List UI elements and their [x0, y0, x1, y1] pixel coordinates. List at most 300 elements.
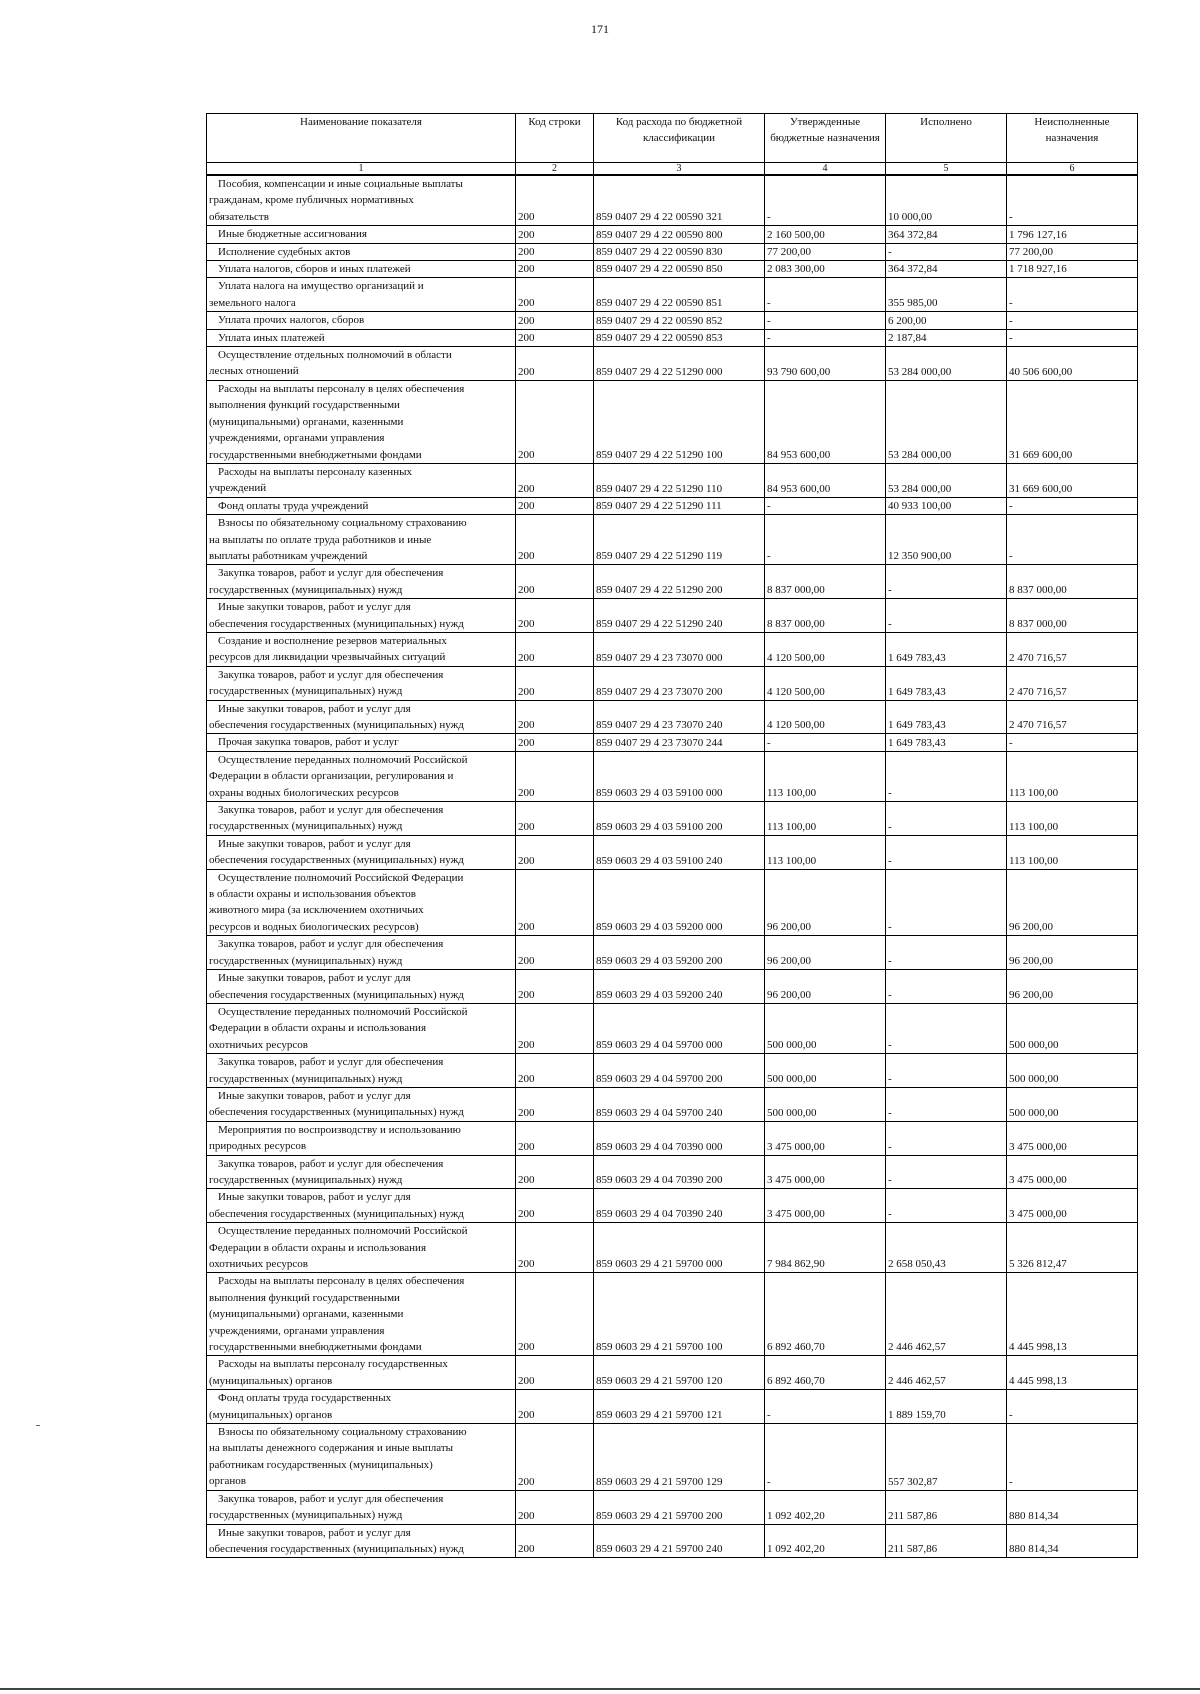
indicator-name [207, 869, 516, 936]
indicator-name-line: государственных (муниципальных) нужд [209, 1509, 403, 1522]
unexecuted-amount: 40 506 600,00 [1007, 347, 1138, 381]
indicator-name-line: охотничьих ресурсов [209, 1038, 308, 1051]
column-number: 5 [886, 163, 1007, 176]
table-row [207, 380, 1138, 463]
expense-code: 859 0407 29 4 22 00590 830 [594, 243, 765, 260]
expense-code: 859 0407 29 4 22 00590 853 [594, 329, 765, 346]
approved-amount: - [765, 734, 886, 751]
expense-code: 859 0603 29 4 21 59700 000 [594, 1223, 765, 1273]
indicator-name-line: Федерации в области охраны и использования [209, 1241, 426, 1254]
line-code: 200 [516, 243, 594, 260]
unexecuted-amount: 3 475 000,00 [1007, 1155, 1138, 1189]
table-row [207, 1087, 1138, 1121]
unexecuted-amount: - [1007, 312, 1138, 329]
unexecuted-amount: 2 470 716,57 [1007, 632, 1138, 666]
indicator-name-line: Уплата иных платежей [218, 331, 325, 344]
table-row [207, 497, 1138, 514]
table-row [207, 243, 1138, 260]
indicator-name-line: ресурсов и водных биологических ресурсов) [209, 920, 419, 933]
approved-amount: 113 100,00 [765, 751, 886, 801]
expense-code: 859 0407 29 4 23 73070 244 [594, 734, 765, 751]
indicator-name-line: Осуществление переданных полномочий Российской [218, 1225, 468, 1238]
expense-code: 859 0603 29 4 04 70390 240 [594, 1189, 765, 1223]
indicator-name [207, 347, 516, 381]
table-row [207, 734, 1138, 751]
expense-code: 859 0407 29 4 22 00590 800 [594, 226, 765, 243]
indicator-name [207, 970, 516, 1004]
indicator-name-line: учреждений [209, 482, 267, 495]
indicator-name [207, 751, 516, 801]
indicator-name-line: Осуществление полномочий Российской Федерации [218, 871, 464, 884]
indicator-name-line: (муниципальными) органами, казенными [209, 1308, 404, 1321]
indicator-name-line: Закупка товаров, работ и услуг для обеспечения [218, 1056, 444, 1069]
table-row [207, 802, 1138, 836]
indicator-name-line: органов [209, 1475, 246, 1488]
executed-amount: 557 302,87 [886, 1424, 1007, 1491]
indicator-name [207, 261, 516, 278]
unexecuted-amount: 4 445 998,13 [1007, 1273, 1138, 1356]
line-code: 200 [516, 226, 594, 243]
indicator-name [207, 1390, 516, 1424]
indicator-name [207, 1490, 516, 1524]
line-code: 200 [516, 1273, 594, 1356]
approved-amount: 500 000,00 [765, 1054, 886, 1088]
unexecuted-amount: 31 669 600,00 [1007, 463, 1138, 497]
expense-code: 859 0407 29 4 23 73070 000 [594, 632, 765, 666]
table-row [207, 1223, 1138, 1273]
approved-amount: 8 837 000,00 [765, 599, 886, 633]
indicator-name [207, 1087, 516, 1121]
approved-amount: 113 100,00 [765, 802, 886, 836]
expense-code: 859 0603 29 4 04 59700 200 [594, 1054, 765, 1088]
unexecuted-amount: 96 200,00 [1007, 869, 1138, 936]
expense-code: 859 0603 29 4 04 59700 240 [594, 1087, 765, 1121]
unexecuted-amount: 96 200,00 [1007, 936, 1138, 970]
line-code: 200 [516, 666, 594, 700]
unexecuted-amount: 2 470 716,57 [1007, 700, 1138, 734]
approved-amount: - [765, 1390, 886, 1424]
indicator-name-line: Уплата прочих налогов, сборов [218, 314, 365, 327]
expense-code: 859 0603 29 4 03 59100 240 [594, 835, 765, 869]
approved-amount: 4 120 500,00 [765, 632, 886, 666]
executed-amount: 53 284 000,00 [886, 380, 1007, 463]
unexecuted-amount: 1 796 127,16 [1007, 226, 1138, 243]
indicator-name-line: (муниципальными) органами, казенными [209, 415, 404, 428]
line-code: 200 [516, 1356, 594, 1390]
indicator-name-line: Уплата налога на имущество организаций и [218, 280, 424, 293]
executed-amount: 2 446 462,57 [886, 1273, 1007, 1356]
indicator-name [207, 936, 516, 970]
executed-amount: 2 187,84 [886, 329, 1007, 346]
indicator-name-line: обеспечения государственных (муниципальных) нужд [209, 988, 464, 1001]
indicator-name-line: Закупка товаров, работ и услуг для обеспечения [218, 1492, 444, 1505]
indicator-name-line: Исполнение судебных актов [218, 245, 351, 258]
unexecuted-amount: 113 100,00 [1007, 751, 1138, 801]
unexecuted-amount: 500 000,00 [1007, 1087, 1138, 1121]
executed-amount: 1 649 783,43 [886, 734, 1007, 751]
executed-amount: - [886, 802, 1007, 836]
executed-amount: - [886, 1189, 1007, 1223]
unexecuted-amount: 500 000,00 [1007, 1003, 1138, 1053]
executed-amount: - [886, 869, 1007, 936]
approved-amount: 1 092 402,20 [765, 1524, 886, 1558]
indicator-name-line: Прочая закупка товаров, работ и услуг [218, 736, 399, 749]
executed-amount: 355 985,00 [886, 278, 1007, 312]
expense-code: 859 0407 29 4 23 73070 200 [594, 666, 765, 700]
line-code: 200 [516, 312, 594, 329]
indicator-name [207, 1273, 516, 1356]
indicator-name [207, 565, 516, 599]
approved-amount: 3 475 000,00 [765, 1121, 886, 1155]
table-row [207, 869, 1138, 936]
executed-amount: - [886, 835, 1007, 869]
approved-amount: 4 120 500,00 [765, 666, 886, 700]
column-number: 3 [594, 163, 765, 176]
table-row [207, 463, 1138, 497]
line-code: 200 [516, 751, 594, 801]
page-number: 171 [591, 22, 609, 36]
table-body [207, 175, 1138, 1558]
unexecuted-amount: - [1007, 1424, 1138, 1491]
header-line-code: Код строки [516, 114, 594, 163]
indicator-name-line: государственных (муниципальных) нужд [209, 583, 403, 596]
approved-amount: - [765, 497, 886, 514]
line-code: 200 [516, 463, 594, 497]
unexecuted-amount: 8 837 000,00 [1007, 565, 1138, 599]
line-code: 200 [516, 1155, 594, 1189]
indicator-name-line: Федерации в области организации, регулирования и [209, 770, 454, 783]
line-code: 200 [516, 835, 594, 869]
line-code: 200 [516, 734, 594, 751]
indicator-name [207, 497, 516, 514]
expense-code: 859 0603 29 4 04 70390 000 [594, 1121, 765, 1155]
indicator-name-line: на выплаты по оплате труда работников и иные [209, 533, 432, 546]
indicator-name-line: Расходы на выплаты персоналу в целях обеспечения [218, 382, 465, 395]
indicator-name [207, 1424, 516, 1491]
approved-amount: 96 200,00 [765, 869, 886, 936]
expense-code: 859 0603 29 4 03 59200 200 [594, 936, 765, 970]
indicator-name-line: Фонд оплаты труда государственных [218, 1392, 392, 1405]
unexecuted-amount: 3 475 000,00 [1007, 1121, 1138, 1155]
approved-amount: 113 100,00 [765, 835, 886, 869]
table-row [207, 226, 1138, 243]
table-row [207, 261, 1138, 278]
executed-amount: 10 000,00 [886, 175, 1007, 226]
approved-amount: 96 200,00 [765, 936, 886, 970]
indicator-name-line: Осуществление переданных полномочий Российской [218, 1005, 468, 1018]
table-row [207, 515, 1138, 565]
expense-code: 859 0407 29 4 22 00590 850 [594, 261, 765, 278]
indicator-name-line: Осуществление переданных полномочий Российской [218, 753, 468, 766]
executed-amount: 12 350 900,00 [886, 515, 1007, 565]
indicator-name-line: выплаты работникам учреждений [209, 549, 368, 562]
indicator-name-line: на выплаты денежного содержания и иные выплаты [209, 1442, 454, 1455]
indicator-name-line: Закупка товаров, работ и услуг для обеспечения [218, 1157, 444, 1170]
expense-code: 859 0407 29 4 22 00590 851 [594, 278, 765, 312]
table-row [207, 970, 1138, 1004]
expense-code: 859 0407 29 4 22 51290 100 [594, 380, 765, 463]
indicator-name [207, 226, 516, 243]
approved-amount: 1 092 402,20 [765, 1490, 886, 1524]
indicator-name-line: ресурсов для ликвидации чрезвычайных ситуаций [209, 651, 446, 664]
executed-amount: 1 649 783,43 [886, 700, 1007, 734]
line-code: 200 [516, 632, 594, 666]
executed-amount: - [886, 1121, 1007, 1155]
approved-amount: 84 953 600,00 [765, 463, 886, 497]
indicator-name-line: Иные закупки товаров, работ и услуг для [218, 1191, 411, 1204]
unexecuted-amount: 113 100,00 [1007, 802, 1138, 836]
unexecuted-amount: - [1007, 1390, 1138, 1424]
indicator-name-line: обязательств [209, 210, 269, 223]
line-code: 200 [516, 1490, 594, 1524]
table-row [207, 1390, 1138, 1424]
indicator-name [207, 1524, 516, 1558]
line-code: 200 [516, 1424, 594, 1491]
approved-amount: 8 837 000,00 [765, 565, 886, 599]
line-code: 200 [516, 1189, 594, 1223]
executed-amount: - [886, 1087, 1007, 1121]
indicator-name [207, 1003, 516, 1053]
indicator-name-line: Создание и восполнение резервов материальных [218, 634, 447, 647]
line-code: 200 [516, 970, 594, 1004]
header-expense-code: Код расхода по бюджетной классификации [594, 114, 765, 163]
expense-code: 859 0407 29 4 22 51290 111 [594, 497, 765, 514]
indicator-name-line: охотничьих ресурсов [209, 1258, 308, 1270]
header-unexecuted: Неисполненные назначения [1007, 114, 1138, 163]
approved-amount: - [765, 175, 886, 226]
executed-amount: - [886, 936, 1007, 970]
indicator-name-line: Взносы по обязательному социальному страхованию [218, 517, 467, 530]
executed-amount: 211 587,86 [886, 1524, 1007, 1558]
expense-code: 859 0407 29 4 22 51290 119 [594, 515, 765, 565]
line-code: 200 [516, 700, 594, 734]
indicator-name [207, 599, 516, 633]
table-row [207, 751, 1138, 801]
column-number: 4 [765, 163, 886, 176]
expense-code: 859 0603 29 4 03 59200 240 [594, 970, 765, 1004]
expense-code: 859 0603 29 4 21 59700 100 [594, 1273, 765, 1356]
indicator-name-line: государственными внебюджетными фондами [209, 1341, 422, 1354]
indicator-name [207, 175, 516, 226]
table-row [207, 1424, 1138, 1491]
line-code: 200 [516, 802, 594, 836]
indicator-name-line: Расходы на выплаты персоналу в целях обеспечения [218, 1275, 465, 1288]
unexecuted-amount: 3 475 000,00 [1007, 1189, 1138, 1223]
line-code: 200 [516, 936, 594, 970]
unexecuted-amount: 4 445 998,13 [1007, 1356, 1138, 1390]
indicator-name-line: Закупка товаров, работ и услуг для обеспечения [218, 567, 444, 580]
approved-amount: 500 000,00 [765, 1003, 886, 1053]
indicator-name-line: обеспечения государственных (муниципальных) нужд [209, 1106, 464, 1119]
executed-amount: 53 284 000,00 [886, 347, 1007, 381]
table-row [207, 1524, 1138, 1558]
executed-amount: - [886, 243, 1007, 260]
table-row [207, 1155, 1138, 1189]
indicator-name-line: государственных (муниципальных) нужд [209, 1173, 403, 1186]
executed-amount: 1 889 159,70 [886, 1390, 1007, 1424]
line-code: 200 [516, 380, 594, 463]
indicator-name [207, 700, 516, 734]
indicator-name-line: выполнения функций государственными [209, 399, 400, 412]
expense-code: 859 0603 29 4 04 59700 000 [594, 1003, 765, 1053]
unexecuted-amount: - [1007, 734, 1138, 751]
unexecuted-amount: 880 814,34 [1007, 1524, 1138, 1558]
table-row [207, 565, 1138, 599]
unexecuted-amount: - [1007, 278, 1138, 312]
approved-amount: 84 953 600,00 [765, 380, 886, 463]
indicator-name-line: работникам государственных (муниципальных) [209, 1458, 433, 1471]
unexecuted-amount: 113 100,00 [1007, 835, 1138, 869]
indicator-name [207, 666, 516, 700]
indicator-name-line: государственных (муниципальных) нужд [209, 820, 403, 833]
unexecuted-amount: 31 669 600,00 [1007, 380, 1138, 463]
indicator-name-line: животного мира (за исключением охотничьих [209, 904, 424, 917]
line-code: 200 [516, 1223, 594, 1273]
indicator-name [207, 802, 516, 836]
column-number: 6 [1007, 163, 1138, 176]
indicator-name-line: Пособия, компенсации и иные социальные выплаты [218, 178, 463, 190]
header-indicator-name: Наименование показателя [207, 114, 516, 163]
column-number: 2 [516, 163, 594, 176]
line-code: 200 [516, 329, 594, 346]
expense-code: 859 0603 29 4 21 59700 129 [594, 1424, 765, 1491]
executed-amount: 364 372,84 [886, 261, 1007, 278]
unexecuted-amount: 5 326 812,47 [1007, 1223, 1138, 1273]
indicator-name-line: обеспечения государственных (муниципальных) нужд [209, 1542, 464, 1555]
indicator-name [207, 463, 516, 497]
indicator-name-line: Федерации в области охраны и использования [209, 1022, 426, 1035]
expense-code: 859 0407 29 4 22 51290 240 [594, 599, 765, 633]
indicator-name-line: лесных отношений [209, 365, 299, 378]
executed-amount: - [886, 1054, 1007, 1088]
unexecuted-amount: 880 814,34 [1007, 1490, 1138, 1524]
table-row [207, 632, 1138, 666]
table-row [207, 1490, 1138, 1524]
line-code: 200 [516, 175, 594, 226]
executed-amount: - [886, 970, 1007, 1004]
executed-amount: 6 200,00 [886, 312, 1007, 329]
unexecuted-amount: 77 200,00 [1007, 243, 1138, 260]
indicator-name-line: Уплата налогов, сборов и иных платежей [218, 263, 411, 276]
executed-amount: 211 587,86 [886, 1490, 1007, 1524]
table-row [207, 1189, 1138, 1223]
line-code: 200 [516, 1390, 594, 1424]
executed-amount: 2 658 050,43 [886, 1223, 1007, 1273]
indicator-name-line: земельного налога [209, 296, 296, 309]
line-code: 200 [516, 261, 594, 278]
indicator-name-line: природных ресурсов [209, 1140, 307, 1153]
approved-amount: 93 790 600,00 [765, 347, 886, 381]
executed-amount: - [886, 1155, 1007, 1189]
scan-edge [0, 1688, 1200, 1690]
executed-amount: - [886, 751, 1007, 801]
approved-amount: 96 200,00 [765, 970, 886, 1004]
line-code: 200 [516, 1121, 594, 1155]
indicator-name-line: Расходы на выплаты персоналу государственных [218, 1358, 448, 1371]
unexecuted-amount: - [1007, 175, 1138, 226]
unexecuted-amount: - [1007, 497, 1138, 514]
executed-amount: 2 446 462,57 [886, 1356, 1007, 1390]
approved-amount: 3 475 000,00 [765, 1189, 886, 1223]
indicator-name [207, 1189, 516, 1223]
table-row [207, 278, 1138, 312]
expense-code: 859 0603 29 4 03 59100 200 [594, 802, 765, 836]
table-row [207, 175, 1138, 226]
indicator-name-line: обеспечения государственных (муниципальных) нужд [209, 617, 464, 630]
indicator-name-line: Иные закупки товаров, работ и услуг для [218, 702, 411, 715]
unexecuted-amount: 96 200,00 [1007, 970, 1138, 1004]
indicator-name [207, 1223, 516, 1273]
indicator-name [207, 312, 516, 329]
indicator-name-line: Закупка товаров, работ и услуг для обеспечения [218, 938, 444, 951]
indicator-name-line: Иные закупки товаров, работ и услуг для [218, 601, 411, 614]
expense-code: 859 0603 29 4 21 59700 200 [594, 1490, 765, 1524]
executed-amount: - [886, 599, 1007, 633]
expense-code: 859 0603 29 4 03 59200 000 [594, 869, 765, 936]
indicator-name-line: государственных (муниципальных) нужд [209, 685, 403, 698]
line-code: 200 [516, 565, 594, 599]
line-code: 200 [516, 1054, 594, 1088]
expense-code: 859 0603 29 4 03 59100 000 [594, 751, 765, 801]
indicator-name-line: (муниципальных) органов [209, 1408, 333, 1421]
line-code: 200 [516, 1003, 594, 1053]
line-code: 200 [516, 497, 594, 514]
table-row [207, 700, 1138, 734]
expense-code: 859 0407 29 4 22 00590 321 [594, 175, 765, 226]
indicator-name-line: Фонд оплаты труда учреждений [218, 499, 369, 512]
indicator-name-line: Закупка товаров, работ и услуг для обеспечения [218, 668, 444, 681]
indicator-name-line: Взносы по обязательному социальному страхованию [218, 1426, 467, 1439]
approved-amount: - [765, 515, 886, 565]
executed-amount: 53 284 000,00 [886, 463, 1007, 497]
indicator-name-line: Иные бюджетные ассигнования [218, 228, 367, 241]
indicator-name-line: учреждениями, органами управления [209, 432, 385, 445]
header-approved: Утвержденные бюджетные назначения [765, 114, 886, 163]
table-row [207, 312, 1138, 329]
approved-amount: 500 000,00 [765, 1087, 886, 1121]
indicator-name-line: обеспечения государственных (муниципальных) нужд [209, 854, 464, 867]
indicator-name [207, 515, 516, 565]
line-code: 200 [516, 515, 594, 565]
unexecuted-amount: - [1007, 329, 1138, 346]
approved-amount: 77 200,00 [765, 243, 886, 260]
line-code: 200 [516, 1087, 594, 1121]
expense-code: 859 0603 29 4 21 59700 240 [594, 1524, 765, 1558]
indicator-name-line: охраны водных биологических ресурсов [209, 786, 399, 799]
indicator-name [207, 278, 516, 312]
indicator-name-line: гражданам, кроме публичных нормативных [209, 194, 414, 207]
line-code: 200 [516, 869, 594, 936]
table-row [207, 835, 1138, 869]
column-number: 1 [207, 163, 516, 176]
indicator-name-line: Расходы на выплаты персоналу казенных [218, 465, 412, 478]
indicator-name [207, 835, 516, 869]
approved-amount: - [765, 329, 886, 346]
indicator-name-line: Иные закупки товаров, работ и услуг для [218, 972, 411, 985]
line-code: 200 [516, 1524, 594, 1558]
approved-amount: 3 475 000,00 [765, 1155, 886, 1189]
table-row [207, 666, 1138, 700]
unexecuted-amount: - [1007, 515, 1138, 565]
indicator-name [207, 734, 516, 751]
table-row [207, 1356, 1138, 1390]
indicator-name-line: обеспечения государственных (муниципальных) нужд [209, 719, 464, 731]
expense-code: 859 0407 29 4 22 00590 852 [594, 312, 765, 329]
table-row [207, 1003, 1138, 1053]
indicator-name-line: Иные закупки товаров, работ и услуг для [218, 1089, 411, 1102]
executed-amount: 40 933 100,00 [886, 497, 1007, 514]
approved-amount: 6 892 460,70 [765, 1356, 886, 1390]
